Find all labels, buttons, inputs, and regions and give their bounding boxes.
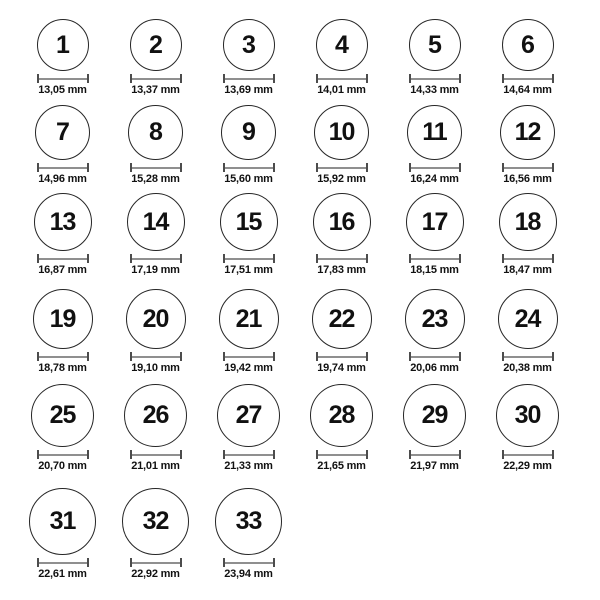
dimension-rule [39, 78, 87, 80]
dimension-rule [411, 258, 459, 260]
dimension-rule [132, 454, 180, 456]
ring-size-number: 21 [235, 304, 262, 333]
ring-circle [406, 193, 464, 251]
diameter-label: 15,60 mm [224, 173, 273, 185]
dimension-tick-right [366, 74, 368, 83]
dimension-rule [39, 454, 87, 456]
ring-size-cell [109, 105, 202, 185]
ring-size-number: 28 [328, 401, 355, 429]
ring-size-cell [388, 105, 481, 185]
dimension-tick-right [180, 163, 182, 172]
dimension-rule [132, 258, 180, 260]
diameter-label: 14,96 mm [38, 173, 87, 185]
ring-size-number: 12 [514, 118, 541, 146]
dimension-rule [318, 78, 366, 80]
dimension-tick-right [552, 450, 554, 459]
ring-size-number: 5 [428, 30, 441, 59]
diameter-label: 18,78 mm [38, 362, 87, 374]
dimension-rule [225, 167, 273, 169]
diameter-label: 17,51 mm [224, 264, 273, 276]
ring-size-cell [202, 193, 295, 276]
dimension-tick-right [366, 254, 368, 263]
dimension-tick-right [180, 450, 182, 459]
diameter-dimension-line [316, 74, 368, 83]
ring-size-cell [202, 289, 295, 374]
ring-size-number: 32 [142, 507, 169, 535]
ring-size-cell [16, 384, 109, 472]
ring-size-number: 26 [142, 401, 169, 429]
dimension-rule [504, 78, 552, 80]
ring-size-row [16, 105, 574, 185]
dimension-rule [411, 167, 459, 169]
dimension-rule [504, 454, 552, 456]
dimension-tick-right [87, 163, 89, 172]
ring-size-number: 29 [421, 401, 448, 429]
diameter-label: 22,61 mm [38, 568, 87, 580]
ring-size-cell [481, 384, 574, 472]
ring-size-cell [109, 289, 202, 374]
ring-circle [310, 384, 373, 447]
diameter-label: 15,92 mm [317, 173, 366, 185]
ring-size-cell [202, 19, 295, 96]
diameter-label: 19,74 mm [317, 362, 366, 374]
diameter-label: 14,01 mm [317, 84, 366, 96]
diameter-label: 20,38 mm [503, 362, 552, 374]
dimension-tick-right [180, 558, 182, 567]
ring-size-cell [295, 193, 388, 276]
ring-circle [221, 105, 276, 160]
ring-size-number: 10 [328, 118, 355, 146]
ring-size-number: 22 [328, 304, 355, 333]
ring-size-cell [388, 193, 481, 276]
dimension-tick-right [273, 352, 275, 361]
dimension-tick-right [273, 74, 275, 83]
ring-size-cell [481, 193, 574, 276]
ring-circle [217, 384, 280, 447]
ring-size-cell [109, 384, 202, 472]
diameter-dimension-line [223, 558, 275, 567]
dimension-tick-right [180, 352, 182, 361]
diameter-dimension-line [316, 450, 368, 459]
diameter-dimension-line [502, 352, 554, 361]
ring-size-number: 18 [514, 207, 541, 236]
dimension-rule [225, 78, 273, 80]
dimension-tick-right [459, 163, 461, 172]
diameter-dimension-line [37, 163, 89, 172]
ring-circle [314, 105, 369, 160]
diameter-dimension-line [37, 352, 89, 361]
diameter-dimension-line [409, 352, 461, 361]
ring-circle [122, 488, 189, 555]
ring-circle [500, 105, 555, 160]
ring-size-number: 3 [242, 30, 255, 59]
diameter-label: 15,28 mm [131, 173, 180, 185]
ring-circle [127, 193, 185, 251]
ring-circle [407, 105, 462, 160]
ring-size-cell [202, 384, 295, 472]
diameter-dimension-line [130, 163, 182, 172]
diameter-dimension-line [130, 254, 182, 263]
diameter-label: 21,33 mm [224, 460, 273, 472]
dimension-tick-right [273, 163, 275, 172]
ring-size-cell [481, 105, 574, 185]
ring-size-cell [109, 488, 202, 580]
dimension-rule [504, 258, 552, 260]
dimension-tick-right [273, 558, 275, 567]
ring-size-number: 17 [421, 207, 448, 236]
diameter-label: 14,33 mm [410, 84, 459, 96]
dimension-tick-right [552, 74, 554, 83]
ring-size-number: 31 [49, 507, 76, 535]
ring-size-row [16, 289, 574, 374]
ring-circle [29, 488, 96, 555]
ring-size-cell [481, 289, 574, 374]
diameter-dimension-line [37, 74, 89, 83]
dimension-tick-right [366, 450, 368, 459]
ring-size-number: 30 [514, 401, 541, 429]
ring-size-number: 9 [242, 118, 255, 146]
ring-size-number: 2 [149, 30, 162, 59]
ring-size-cell [16, 19, 109, 96]
diameter-label: 13,37 mm [131, 84, 180, 96]
ring-circle [403, 384, 466, 447]
diameter-label: 13,69 mm [224, 84, 273, 96]
ring-size-cell [202, 488, 295, 580]
diameter-dimension-line [409, 254, 461, 263]
dimension-tick-right [459, 254, 461, 263]
ring-circle [34, 193, 92, 251]
ring-circle [312, 289, 372, 349]
dimension-tick-right [459, 352, 461, 361]
ring-size-number: 24 [514, 304, 541, 333]
diameter-dimension-line [130, 450, 182, 459]
dimension-tick-right [273, 254, 275, 263]
ring-size-cell [481, 19, 574, 96]
ring-circle [124, 384, 187, 447]
dimension-rule [411, 78, 459, 80]
diameter-dimension-line [130, 352, 182, 361]
dimension-rule [225, 562, 273, 564]
diameter-dimension-line [223, 254, 275, 263]
diameter-label: 20,70 mm [38, 460, 87, 472]
diameter-dimension-line [130, 558, 182, 567]
ring-circle [496, 384, 559, 447]
ring-size-number: 23 [421, 304, 448, 333]
dimension-tick-right [87, 254, 89, 263]
dimension-tick-right [459, 74, 461, 83]
diameter-dimension-line [37, 450, 89, 459]
diameter-label: 19,42 mm [224, 362, 273, 374]
dimension-tick-right [180, 254, 182, 263]
ring-circle [220, 193, 278, 251]
diameter-dimension-line [37, 558, 89, 567]
ring-size-number: 14 [142, 207, 169, 236]
ring-circle [502, 19, 554, 71]
diameter-label: 16,56 mm [503, 173, 552, 185]
diameter-dimension-line [223, 74, 275, 83]
ring-circle [215, 488, 282, 555]
dimension-tick-right [459, 450, 461, 459]
ring-circle [35, 105, 90, 160]
dimension-rule [411, 356, 459, 358]
ring-size-cell [388, 289, 481, 374]
dimension-rule [132, 167, 180, 169]
ring-circle [37, 19, 89, 71]
ring-size-row [16, 384, 574, 472]
ring-size-number: 20 [142, 304, 169, 333]
ring-size-cell [109, 193, 202, 276]
ring-circle [313, 193, 371, 251]
diameter-label: 20,06 mm [410, 362, 459, 374]
ring-size-row [16, 488, 295, 580]
dimension-rule [318, 167, 366, 169]
dimension-tick-right [552, 254, 554, 263]
dimension-rule [504, 356, 552, 358]
diameter-label: 17,83 mm [317, 264, 366, 276]
diameter-label: 18,15 mm [410, 264, 459, 276]
ring-size-cell [295, 289, 388, 374]
ring-circle [33, 289, 93, 349]
dimension-rule [132, 78, 180, 80]
ring-size-number: 15 [235, 207, 262, 236]
ring-size-cell [16, 193, 109, 276]
dimension-rule [318, 356, 366, 358]
ring-size-cell [16, 488, 109, 580]
ring-size-number: 25 [49, 401, 76, 429]
ring-size-number: 33 [235, 507, 262, 535]
ring-size-number: 4 [335, 30, 348, 59]
diameter-dimension-line [502, 74, 554, 83]
diameter-label: 17,19 mm [131, 264, 180, 276]
diameter-dimension-line [316, 254, 368, 263]
ring-size-cell [16, 289, 109, 374]
diameter-label: 14,64 mm [503, 84, 552, 96]
dimension-rule [504, 167, 552, 169]
dimension-tick-right [366, 163, 368, 172]
ring-size-cell [388, 19, 481, 96]
diameter-dimension-line [409, 163, 461, 172]
dimension-tick-right [180, 74, 182, 83]
dimension-tick-right [87, 352, 89, 361]
ring-size-number: 16 [328, 207, 355, 236]
dimension-rule [225, 454, 273, 456]
diameter-dimension-line [409, 450, 461, 459]
ring-size-number: 7 [56, 118, 69, 146]
ring-circle [499, 193, 557, 251]
ring-circle [126, 289, 186, 349]
diameter-label: 23,94 mm [224, 568, 273, 580]
diameter-dimension-line [316, 163, 368, 172]
ring-circle [409, 19, 461, 71]
diameter-dimension-line [130, 74, 182, 83]
dimension-tick-right [366, 352, 368, 361]
ring-circle [316, 19, 368, 71]
diameter-dimension-line [409, 74, 461, 83]
ring-size-cell [295, 384, 388, 472]
ring-circle [219, 289, 279, 349]
ring-size-number: 1 [56, 30, 69, 59]
diameter-label: 22,29 mm [503, 460, 552, 472]
diameter-label: 22,92 mm [131, 568, 180, 580]
diameter-dimension-line [316, 352, 368, 361]
ring-circle [405, 289, 465, 349]
diameter-label: 16,24 mm [410, 173, 459, 185]
diameter-label: 13,05 mm [38, 84, 87, 96]
diameter-label: 21,01 mm [131, 460, 180, 472]
dimension-tick-right [87, 558, 89, 567]
ring-size-cell [388, 384, 481, 472]
dimension-rule [411, 454, 459, 456]
ring-size-cell [295, 105, 388, 185]
ring-size-cell [109, 19, 202, 96]
dimension-rule [225, 258, 273, 260]
diameter-dimension-line [223, 450, 275, 459]
diameter-dimension-line [502, 163, 554, 172]
ring-size-cell [295, 19, 388, 96]
dimension-rule [318, 454, 366, 456]
dimension-tick-right [552, 352, 554, 361]
dimension-rule [39, 258, 87, 260]
ring-circle [128, 105, 183, 160]
ring-circle [130, 19, 182, 71]
dimension-rule [132, 562, 180, 564]
ring-size-cell [202, 105, 295, 185]
ring-size-row [16, 193, 574, 276]
dimension-rule [39, 356, 87, 358]
ring-size-number: 13 [49, 207, 76, 236]
diameter-label: 21,97 mm [410, 460, 459, 472]
ring-circle [223, 19, 275, 71]
dimension-tick-right [87, 74, 89, 83]
diameter-dimension-line [502, 450, 554, 459]
diameter-dimension-line [223, 163, 275, 172]
ring-circle [31, 384, 94, 447]
diameter-label: 21,65 mm [317, 460, 366, 472]
ring-circle [498, 289, 558, 349]
diameter-label: 16,87 mm [38, 264, 87, 276]
diameter-label: 18,47 mm [503, 264, 552, 276]
ring-size-row [16, 19, 574, 96]
diameter-dimension-line [502, 254, 554, 263]
dimension-rule [39, 562, 87, 564]
dimension-rule [225, 356, 273, 358]
diameter-dimension-line [223, 352, 275, 361]
ring-size-number: 11 [422, 118, 447, 146]
dimension-tick-right [273, 450, 275, 459]
ring-size-number: 19 [49, 304, 76, 333]
dimension-rule [39, 167, 87, 169]
ring-size-number: 27 [235, 401, 262, 429]
dimension-tick-right [552, 163, 554, 172]
diameter-label: 19,10 mm [131, 362, 180, 374]
ring-size-number: 8 [149, 118, 162, 146]
dimension-rule [318, 258, 366, 260]
dimension-tick-right [87, 450, 89, 459]
ring-size-cell [16, 105, 109, 185]
diameter-dimension-line [37, 254, 89, 263]
ring-size-number: 6 [521, 30, 534, 59]
dimension-rule [132, 356, 180, 358]
